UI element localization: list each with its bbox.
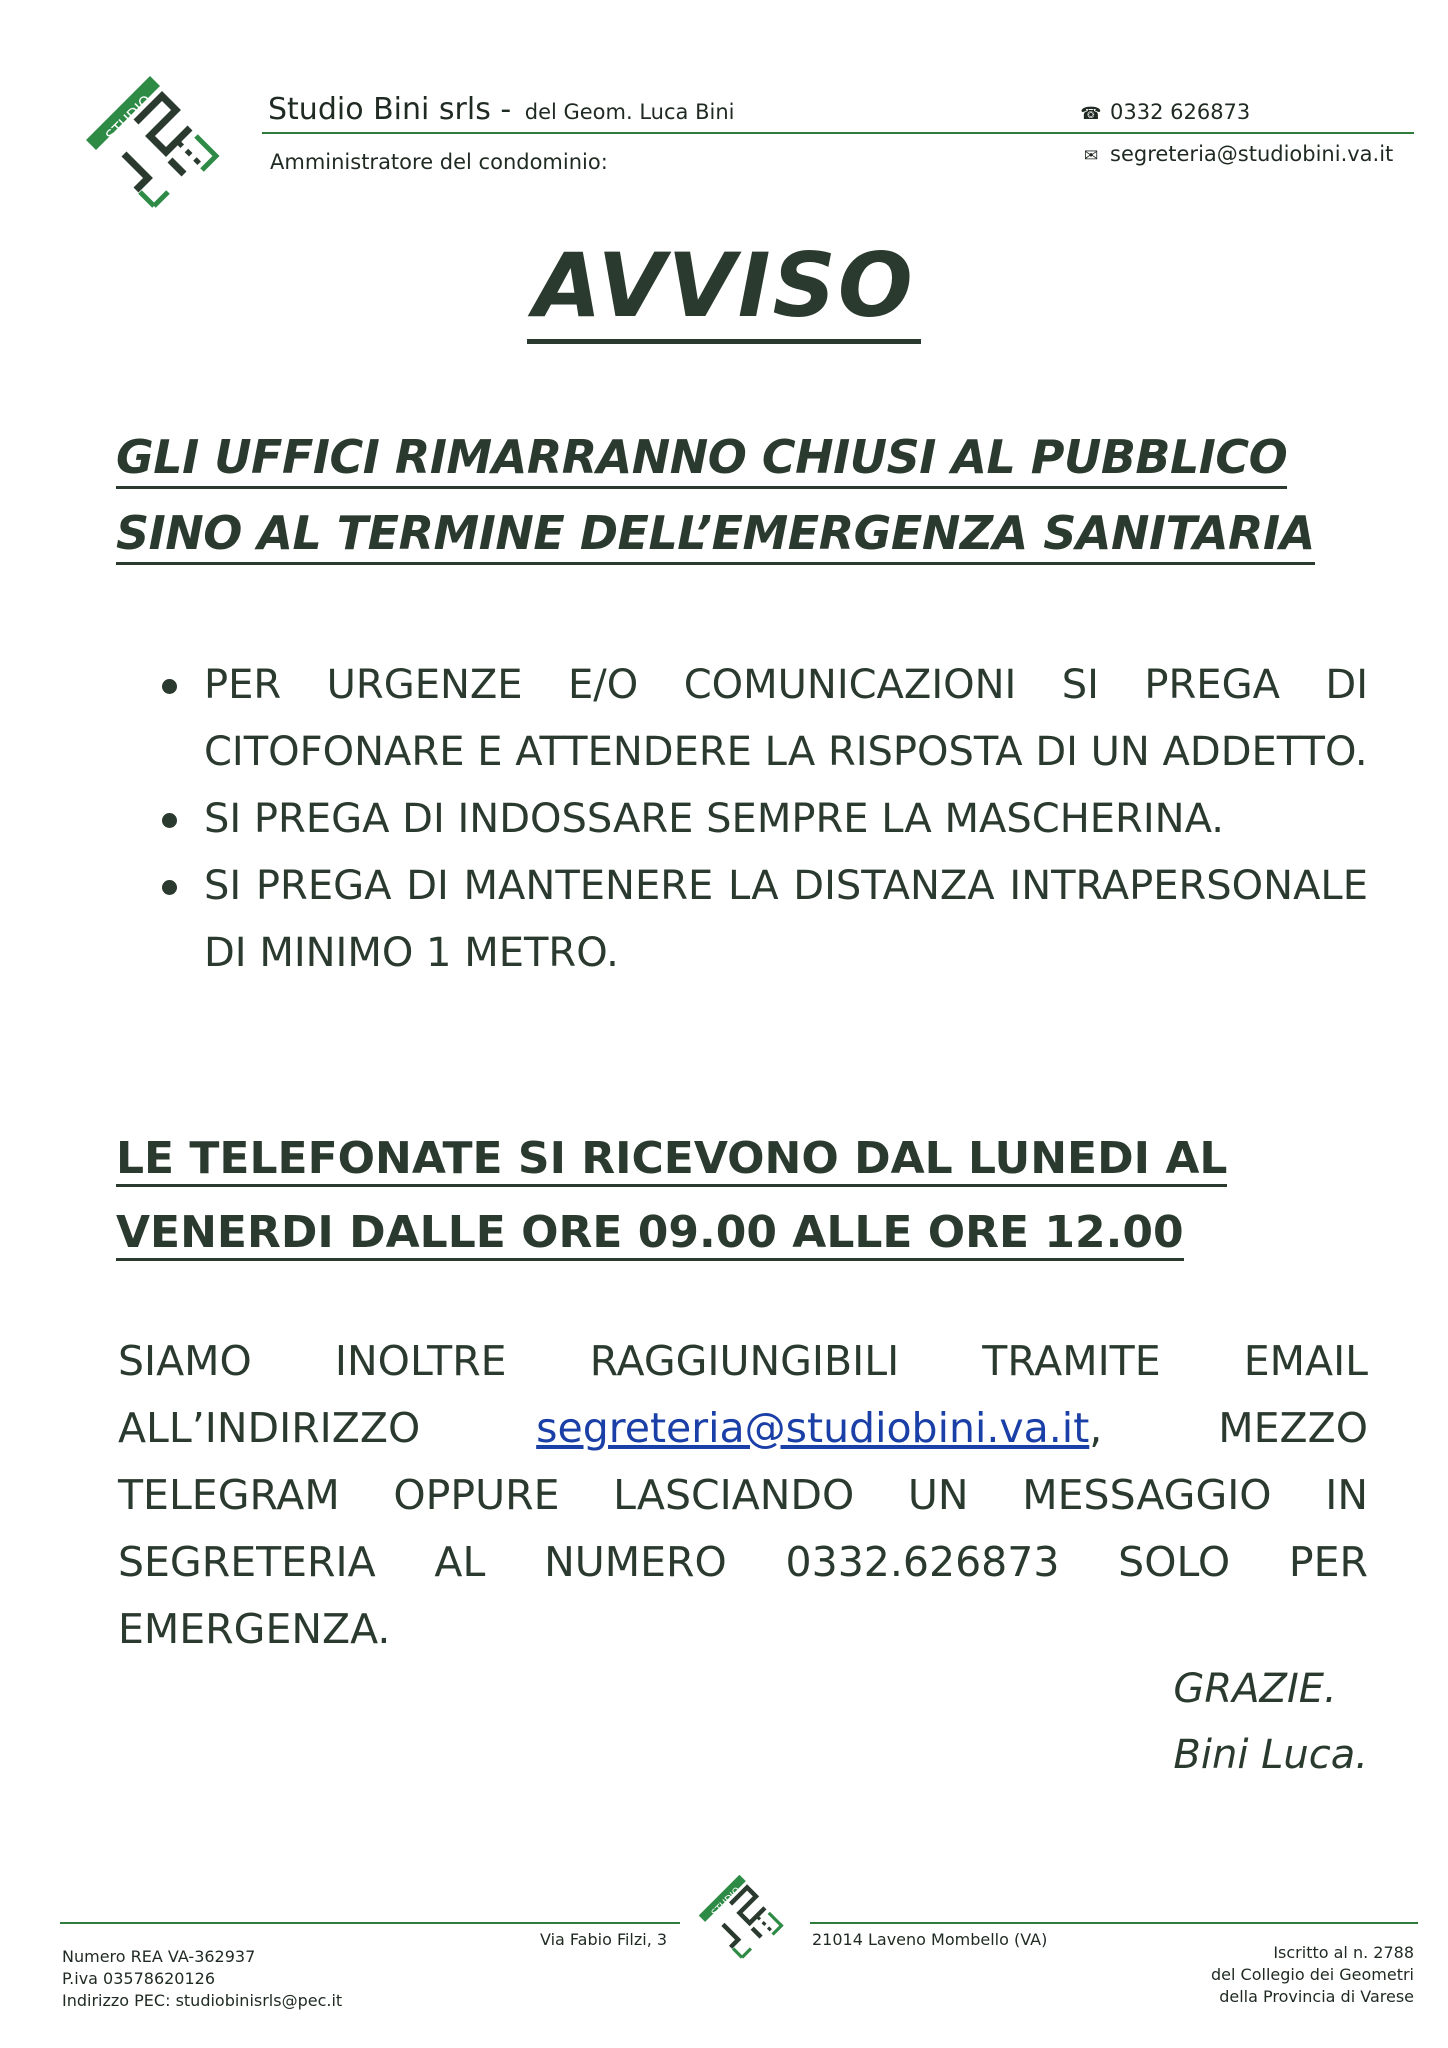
header-email: [1080, 142, 1393, 166]
contact-text-before: SIAMO INOLTRE RAGGIUNGIBILI TRAMITE EMAIL ALL’INDIRIZZO: [118, 1337, 1368, 1452]
list-item: PER URGENZE E/O COMUNICAZIONI SI PREGA DI CITOFONARE E ATTENDERE LA RISPOSTA DI UN ADDETTO.: [162, 652, 1368, 786]
footer-register: [1211, 1942, 1414, 2008]
headline-line-1: GLI UFFICI RIMARRANNO CHIUSI AL PUBBLICO: [116, 430, 1366, 484]
footer-rule-right: [810, 1922, 1418, 1924]
phone-hours-line-1: LE TELEFONATE SI RICEVONO DAL LUNEDI AL: [116, 1133, 1227, 1187]
contact-text-after: , MEZZO TELEGRAM OPPURE LASCIANDO UN MESSAGGIO IN SEGRETERIA AL NUMERO 0332.626873 SOLO PER EMERGENZA.: [118, 1404, 1368, 1653]
closing: [1173, 1656, 1368, 1788]
firm-name: [268, 92, 734, 127]
headline-line-2: SINO AL TERMINE DELL’EMERGENZA SANITARIA: [116, 506, 1366, 560]
phone-number: 0332 626873: [1110, 100, 1251, 124]
phone-hours-line-2: VENERDI DALLE ORE 09.00 ALLE ORE 12.00: [116, 1207, 1184, 1261]
studio-logo: [66, 56, 242, 232]
footer-logo: [686, 1862, 798, 1974]
signature: Bini Luca.: [1173, 1732, 1368, 1778]
phone-hours: [116, 1122, 1368, 1270]
footer-logo-text: STUDIO: [709, 1885, 744, 1919]
firm-subtitle: del Geom. Luca Bini: [524, 100, 735, 124]
footer-register-3: della Provincia di Varese: [1219, 1987, 1414, 2006]
footer-piva: P.iva 03578620126: [62, 1969, 216, 1988]
instructions-list: [162, 652, 1368, 987]
envelope-icon: ✉: [1083, 146, 1099, 166]
list-item: SI PREGA DI INDOSSARE SEMPRE LA MASCHERINA.: [162, 786, 1368, 853]
header-phone: [1080, 100, 1250, 124]
footer-street: Via Fabio Filzi, 3: [540, 1930, 668, 1949]
footer-rule-left: [60, 1922, 680, 1924]
list-item: SI PREGA DI MANTENERE LA DISTANZA INTRAPERSONALE DI MINIMO 1 METRO.: [162, 853, 1368, 987]
footer-rea: Numero REA VA-362937: [62, 1947, 256, 1966]
footer-pec: Indirizzo PEC: studiobinisrls@pec.it: [62, 1991, 343, 2010]
logo-text: STUDIO: [102, 91, 156, 145]
email-address: segreteria@studiobini.va.it: [1110, 142, 1394, 166]
header-rule: [262, 132, 1414, 134]
role-label: Amministratore del condominio:: [270, 150, 608, 174]
footer-register-2: del Collegio dei Geometri: [1211, 1965, 1414, 1984]
thanks-text: GRAZIE.: [1173, 1666, 1337, 1712]
firm-name-text: Studio Bini srls -: [268, 92, 512, 127]
contact-paragraph: [118, 1328, 1368, 1663]
phone-icon: ☎: [1080, 104, 1102, 124]
contact-email-link[interactable]: segreteria@studiobini.va.it: [536, 1404, 1090, 1452]
footer-city: 21014 Laveno Mombello (VA): [812, 1930, 1048, 1949]
footer-register-1: Iscritto al n. 2788: [1273, 1943, 1414, 1962]
notice-title: AVVISO: [0, 234, 1448, 337]
footer-company-info: [62, 1946, 342, 2012]
